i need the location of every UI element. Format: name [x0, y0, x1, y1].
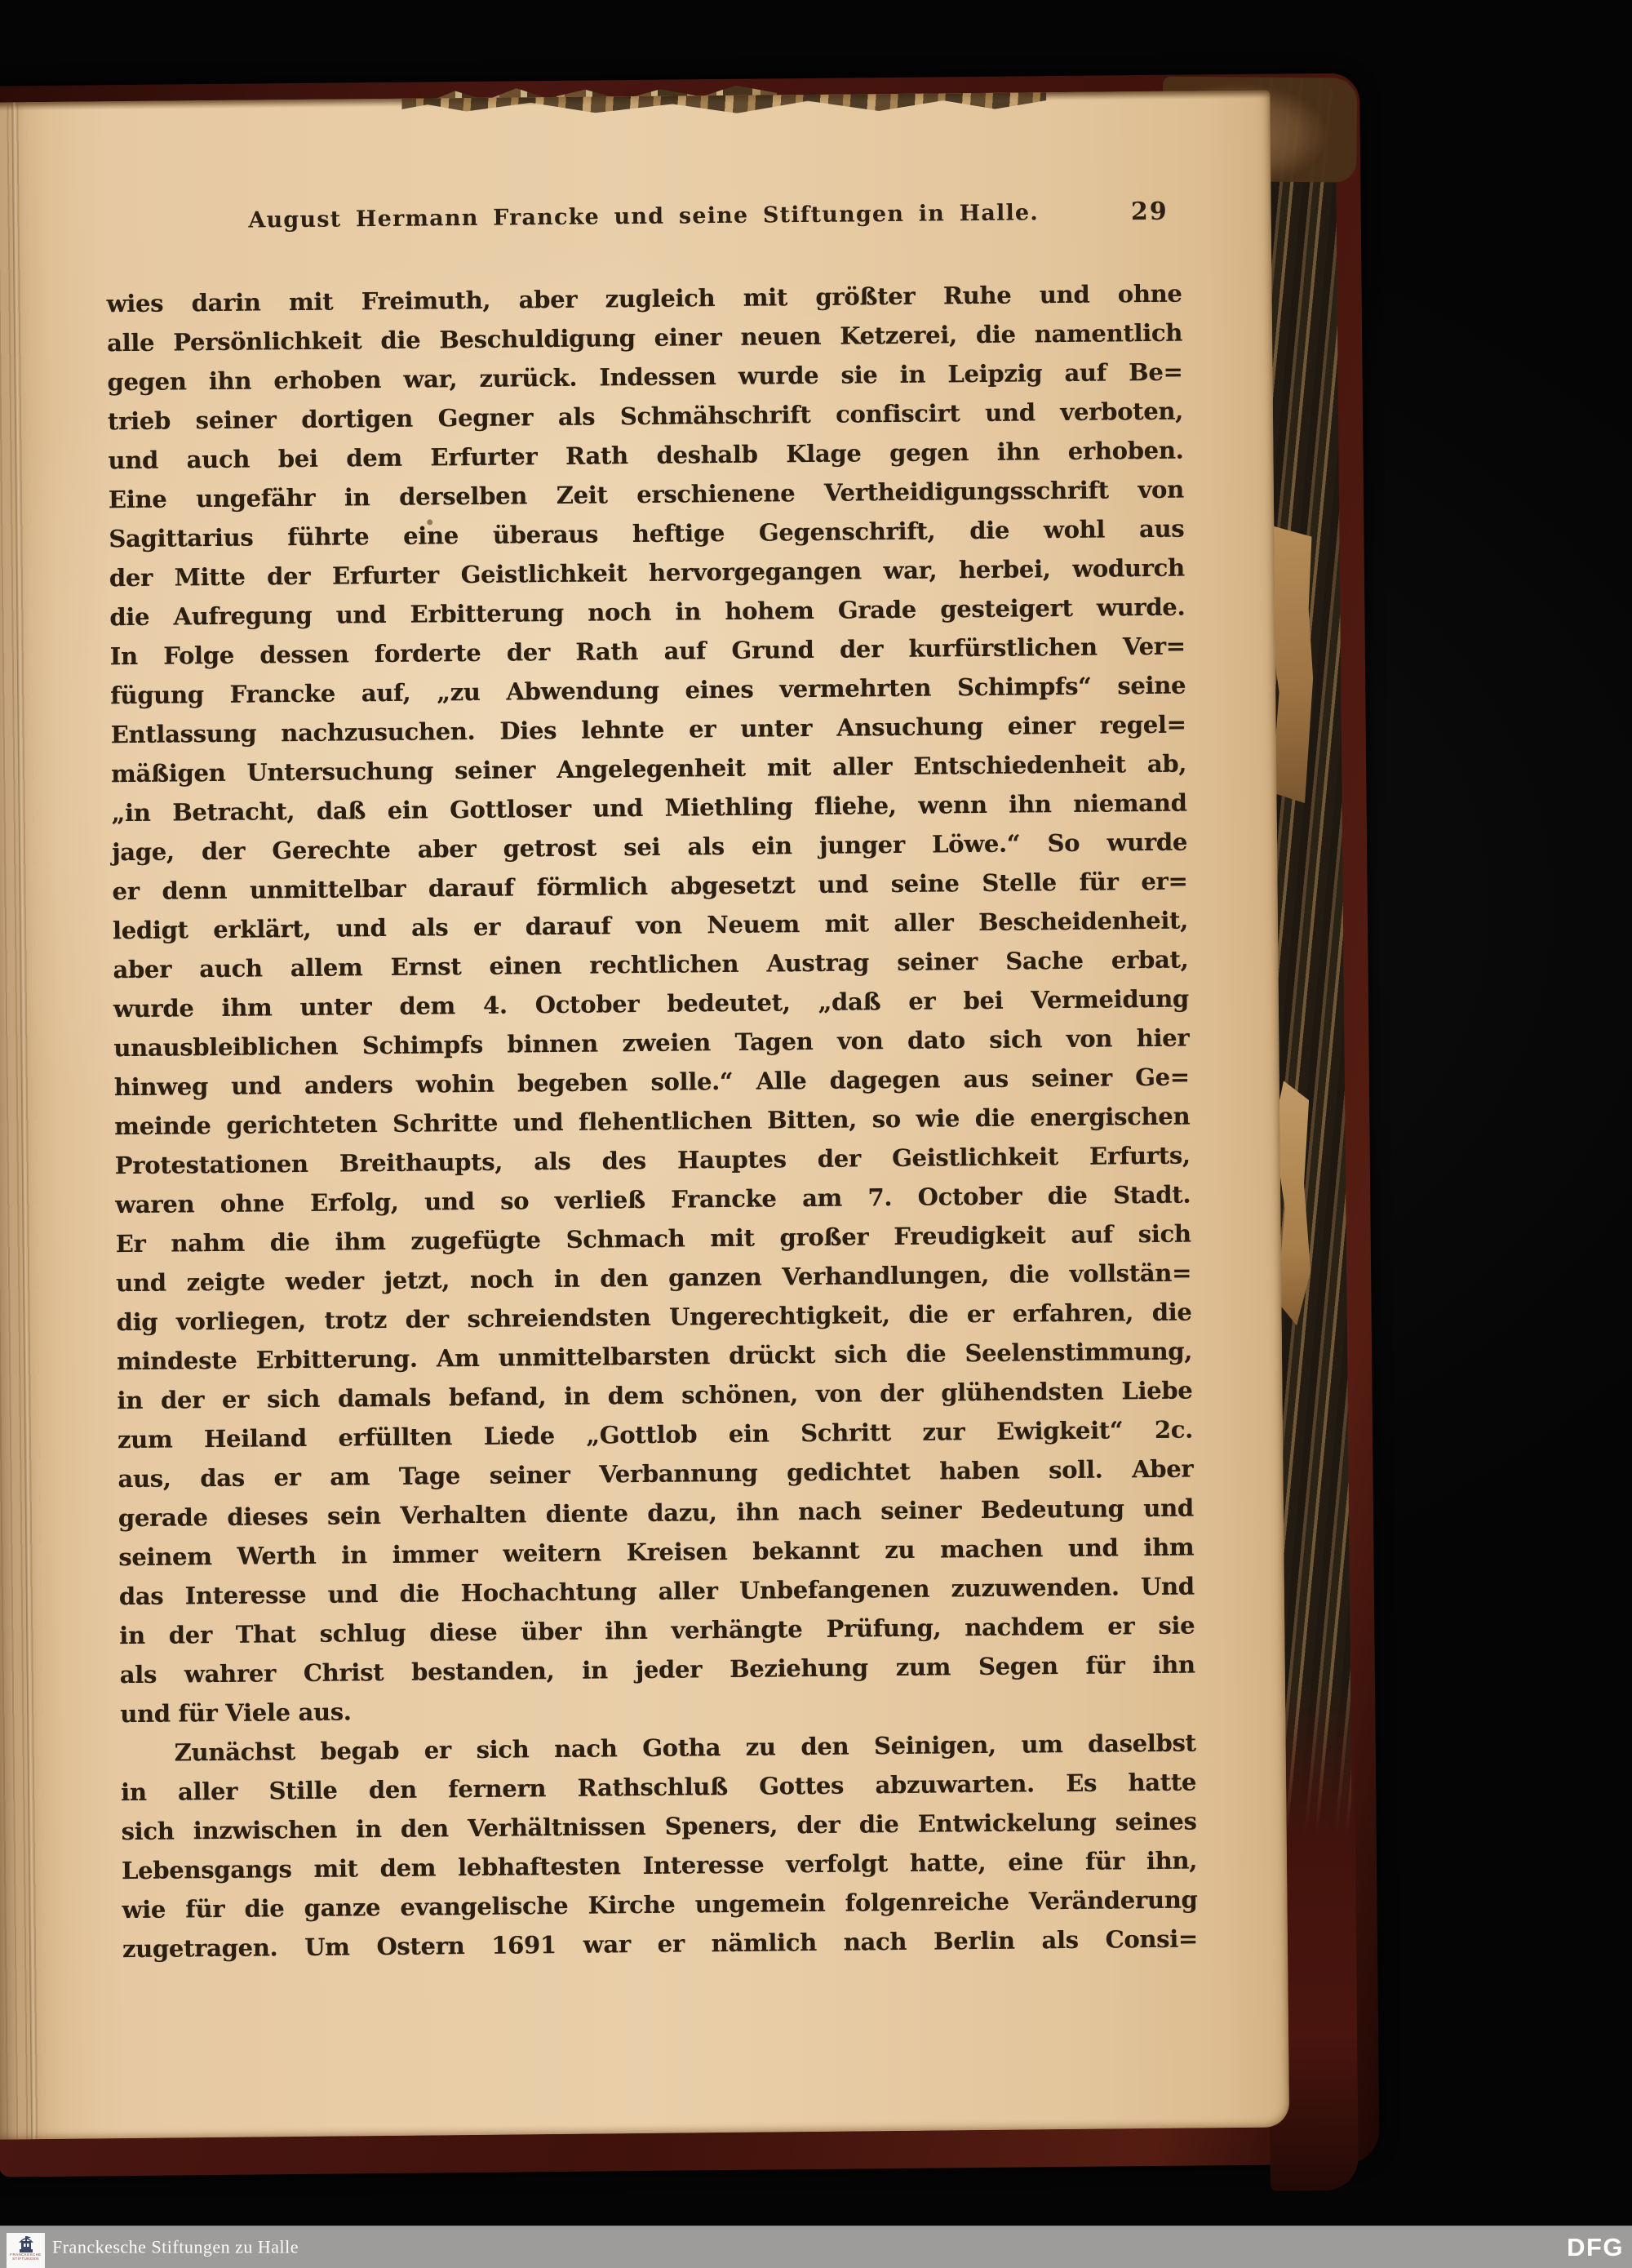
text-line: Protestationen Breithaupts, als des Hauptes der Geistlichkeit Erfurts,: [114, 1141, 1191, 1180]
text-line: alle Persönlichkeit die Beschuldigung einer neuen Ketzerei, die namentlich: [106, 318, 1183, 357]
text-line: wie für die ganze evangelische Kirche ungemein folgenreiche Veränderung: [122, 1885, 1198, 1924]
text-line: jage, der Gerechte aber getrost sei als ein junger Löwe.“ So wurde: [111, 828, 1188, 867]
text-line: In Folge dessen forderte der Rath auf Grund der kurfürstlichen Ver=: [109, 632, 1186, 671]
text-line: hinweg und anders wohin begeben solle.“ Alle dagegen aus seiner Ge=: [113, 1063, 1190, 1102]
text-line: der Mitte der Erfurter Geistlichkeit hervorgegangen war, herbei, wodurch: [109, 553, 1185, 593]
text-line: Sagittarius führte eine überaus heftige Gegenschrift, die wohl aus: [109, 514, 1185, 553]
text-line: als wahrer Christ bestanden, in jeder Beziehung zum Segen für ihn: [119, 1650, 1195, 1689]
viewer-footer-bar: [0, 2226, 1632, 2268]
text-line: in aller Stille den fernern Rathschluß Gottes abzuwarten. Es hatte: [121, 1768, 1197, 1807]
book-page: [0, 91, 1289, 2140]
text-line: zum Heiland erfüllten Liede „Gottlob ein Schritt zur Ewigkeit“ 2c.: [117, 1415, 1194, 1454]
text-line: er denn unmittelbar darauf förmlich abgesetzt und seine Stelle für er=: [112, 867, 1188, 906]
text-line: Zunächst begab er sich nach Gotha zu den Seinigen, um daselbst: [174, 1729, 1196, 1767]
text-line: in der er sich damals befand, in dem schönen, von der glühendsten Liebe: [117, 1376, 1193, 1415]
text-line: seinem Werth in immer weitern Kreisen bekannt zu machen und ihm: [118, 1533, 1195, 1572]
text-line: Eine ungefähr in derselben Zeit erschienene Vertheidigungsschrift von: [108, 475, 1185, 514]
text-line: Er nahm die ihm zugefügte Schmach mit großer Freudigkeit auf sich: [115, 1219, 1191, 1258]
text-line: gerade dieses sein Verhalten diente dazu, ihn nach seiner Bedeutung und: [118, 1494, 1195, 1533]
text-line: wurde ihm unter dem 4. October bedeutet, „daß er bei Vermeidung: [113, 984, 1190, 1023]
text-line: trieb seiner dortigen Gegner als Schmähschrift confiscirt und verboten,: [107, 397, 1184, 436]
logo-caption-line2: STIFTUNGEN: [12, 2257, 39, 2261]
text-line: zugetragen. Um Ostern 1691 war er nämlich nach Berlin als Consi=: [122, 1924, 1199, 1964]
text-line: das Interesse und die Hochachtung aller Unbefangenen zuzuwenden. Und: [118, 1572, 1195, 1611]
page-number: 29: [1130, 197, 1169, 227]
text-line: wies darin mit Freimuth, aber zugleich mit größter Ruhe und ohne: [106, 279, 1182, 318]
text-line: meinde gerichteten Schritte und flehentlichen Bitten, so wie die energischen: [114, 1102, 1191, 1141]
text-line: dig vorliegen, trotz der schreiendsten Ungerechtigkeit, die er erfahren, die: [116, 1298, 1192, 1337]
franckesche-eagle-tower-icon: [19, 2235, 33, 2252]
running-head: [106, 199, 1182, 242]
logo-caption-line1: FRANCKESCHE: [10, 2252, 42, 2257]
text-line: fügung Francke auf, „zu Abwendung eines vermehrten Schimpfs“ seine: [110, 671, 1186, 710]
text-line: ledigt erklärt, und als er darauf von Neuem mit aller Bescheidenheit,: [112, 906, 1189, 945]
text-line: aber auch allem Ernst einen rechtlichen Austrag seiner Sache erbat,: [113, 945, 1189, 984]
text-line: waren ohne Erfolg, und so verließ Francke am 7. October die Stadt.: [115, 1180, 1191, 1219]
text-line: und auch bei dem Erfurter Rath deshalb Klage gegen ihn erhoben.: [108, 436, 1184, 475]
text-line: „in Betracht, daß ein Gottloser und Miethling fliehe, wenn ihn niemand: [111, 788, 1187, 828]
text-line: mäßigen Untersuchung seiner Angelegenheit mit aller Entschiedenheit ab,: [111, 749, 1187, 788]
page-title: August Hermann Francke und seine Stiftungen in Halle.: [248, 200, 1040, 233]
text-line: die Aufregung und Erbitterung noch in hohem Grade gesteigert wurde.: [109, 593, 1186, 632]
text-line: sich inzwischen in den Verhältnissen Speners, der die Entwickelung seines: [121, 1807, 1197, 1846]
franckesche-stiftungen-logo: [7, 2233, 45, 2268]
text-line: und zeigte weder jetzt, noch in den ganzen Verhandlungen, die vollstän=: [116, 1258, 1192, 1298]
text-line: in der That schlug diese über ihn verhängte Prüfung, nachdem er sie: [119, 1611, 1195, 1650]
text-line: Entlassung nachzusuchen. Dies lehnte er unter Ansuchung einer regel=: [110, 710, 1186, 749]
institution-name: Franckesche Stiftungen zu Halle: [52, 2236, 299, 2257]
text-line: gegen ihn erhoben war, zurück. Indessen wurde sie in Leipzig auf Be=: [107, 357, 1183, 397]
text-line: aus, das er am Tage seiner Verbannung gedichtet haben soll. Aber: [118, 1454, 1194, 1494]
page-text: [106, 274, 1198, 1969]
text-line: Lebensgangs mit dem lebhaftesten Interesse verfolgt hatte, eine für ihn,: [121, 1846, 1198, 1885]
book: [0, 68, 1409, 2190]
text-line: unausbleiblichen Schimpfs binnen zweien Tagen von dato sich von hier: [113, 1023, 1190, 1063]
text-line: und für Viele aus.: [120, 1698, 352, 1729]
dfg-logo: DFG: [1567, 2233, 1624, 2261]
text-line: mindeste Erbitterung. Am unmittelbarsten drückt sich die Seelenstimmung,: [116, 1337, 1193, 1376]
